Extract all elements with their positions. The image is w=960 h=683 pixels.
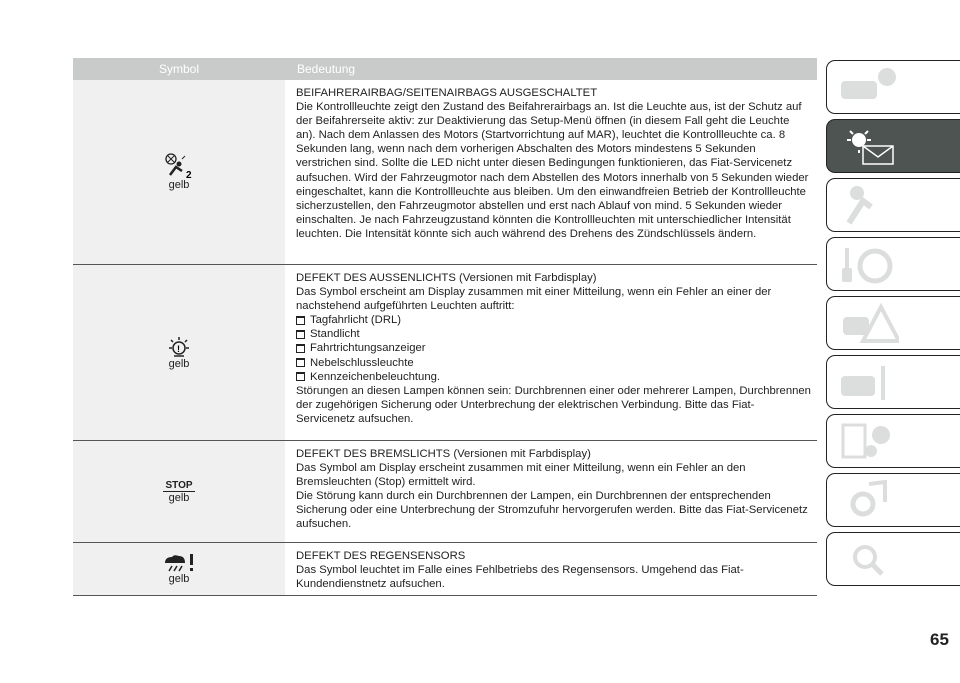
exterior-light-failure-icon	[166, 336, 192, 358]
header-symbol: Symbol	[158, 62, 199, 76]
list-item: Nebelschlussleuchte	[296, 356, 811, 370]
row-title: DEFEKT DES BREMSLICHTS (Versionen mit Farbdisplay)	[296, 448, 591, 460]
table-row	[73, 265, 817, 441]
color-label: gelb	[168, 179, 190, 191]
car-wrench-icon	[839, 362, 899, 402]
tab-vehicle-info[interactable]	[826, 60, 960, 114]
multimedia-icon	[839, 480, 899, 520]
row-text-2: Störungen an diesen Lampen können sein: Durchbrennen einer oder mehrerer Lampen, Durchbrennen der zugehörigen Sicherung oder Unterbrechung der elektrischen Verbindung. Bitte das Fiat-Servicenetz aufsuchen.	[296, 384, 811, 425]
bullet-icon	[296, 330, 305, 339]
svg-text:!: !	[177, 343, 180, 354]
color-label: gelb	[168, 573, 190, 585]
bullet-icon	[296, 372, 305, 381]
header-meaning: Bedeutung	[297, 62, 356, 76]
car-warning-triangle-icon	[839, 303, 899, 343]
row-text: Die Kontrollleuchte zeigt den Zustand des Beifahrerairbags an. Ist die Leuchte aus, ist der Schutz auf der Beifahrerseite aktiv: zur Deaktivierung das Setup-Menü öffnen (in diesem Fall geht die Leuchte an). Nach dem Anlassen des Motors (Startvorrichtung auf MAR), leuchtet die Kontrollleuchte ca. 8 Sekunden lang, wenn nach dem vorherigen Abschalten des Motors mindestens 5 Sekunden verstrichen sind. Sollte die LED nicht unter diesen Bedingungen funktionieren, das Fiat-Servicenetz aufsuchen. Wird der Fahrzeugmotor nach dem Abstellen des Motors innerhalb von 5 Sekunden wieder eingeschaltet, kann die Kontrollleuchte aus bleiben. Um den einwandfreien Betrieb der Kontrollleuchte sicherzustellen, den Fahrzeugmotor abstellen und erst nach Ablauf von mind. 5 Sekunden wieder einschalten. Je nach Fahrzeugzustand könnten die Kontrollleuchten mit unterschiedlicher Intensität leuchten. Die Intensität könnte sich auch während des Drehens des Zündschlüssels ändern.	[296, 101, 809, 240]
seat-airbag-icon	[839, 185, 899, 225]
rain-sensor-failure-icon	[161, 553, 197, 573]
page-number: 65	[930, 630, 949, 649]
tab-maintenance[interactable]	[826, 355, 960, 409]
car-info-icon	[839, 67, 899, 107]
table-header	[73, 58, 817, 80]
table-row	[73, 80, 817, 265]
bullet-icon	[296, 344, 305, 353]
bullet-icon	[296, 358, 305, 367]
row-text-2: Die Störung kann durch ein Durchbrennen der Lampen, ein Durchbrennen der entsprechenden Sicherung oder eine Unterbrechung der Stromzufuhr hervorgerufen werden. Bitte das Fiat-Servicenetz aufsuchen.	[296, 490, 808, 531]
chapter-tabs	[826, 60, 960, 591]
list-gears-icon	[839, 421, 899, 461]
color-label: gelb	[168, 357, 190, 370]
row-text: Das Symbol erscheint am Display zusammen mit einer Mitteilung, wenn ein Fehler an einer der nachstehend aufgeführten Leuchten auftritt:	[296, 286, 772, 313]
bullet-icon	[296, 316, 305, 325]
row-title: DEFEKT DES AUSSENLICHTS (Versionen mit Farbdisplay)	[296, 272, 597, 284]
list-item: Fahrtrichtungsanzeiger	[296, 341, 811, 355]
brake-light-failure-icon: STOP	[165, 479, 193, 491]
list-item: Standlicht	[296, 327, 811, 341]
tab-index[interactable]	[826, 532, 960, 586]
list-item: Kennzeichenbeleuchtung.	[296, 370, 811, 384]
passenger-airbag-off-icon	[164, 153, 194, 179]
key-steering-wheel-icon	[839, 244, 899, 284]
table-row	[73, 441, 817, 543]
row-text: Das Symbol leuchtet im Falle eines Fehlbetriebs des Regensensors. Umgehend das Fiat-Kundendienstnetz aufsuchen.	[296, 564, 744, 591]
tab-safety[interactable]	[826, 178, 960, 232]
warning-light-message-icon	[839, 126, 899, 166]
color-label: gelb	[168, 491, 190, 504]
tab-emergency[interactable]	[826, 296, 960, 350]
tab-multimedia[interactable]	[826, 473, 960, 527]
alphabet-search-icon	[839, 539, 899, 579]
tab-starting-driving[interactable]	[826, 237, 960, 291]
row-title: BEIFAHRERAIRBAG/SEITENAIRBAGS AUSGESCHALTET	[296, 87, 598, 99]
list-item: Tagfahrlicht (DRL)	[296, 313, 811, 327]
row-title: DEFEKT DES REGENSENSORS	[296, 550, 466, 562]
warning-lights-table	[73, 58, 817, 596]
svg-text:2: 2	[186, 170, 192, 179]
row-text: Das Symbol am Display erscheint zusammen mit einer Mitteilung, wenn ein Fehler an den Bremsleuchten (Stop) ermittelt wird.	[296, 462, 746, 489]
table-row	[73, 543, 817, 596]
tab-technical-data[interactable]	[826, 414, 960, 468]
tab-warning-lights[interactable]	[826, 119, 960, 173]
